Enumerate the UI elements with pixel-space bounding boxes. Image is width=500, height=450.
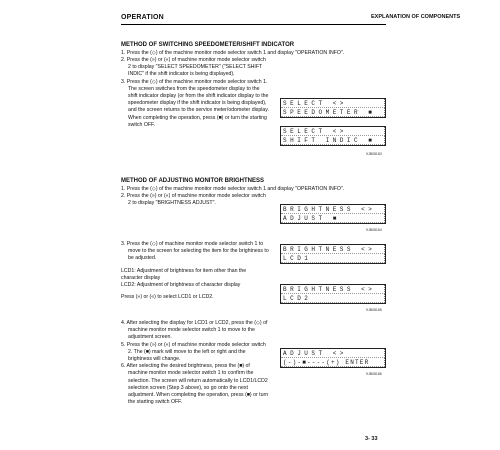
select-lcd-instruction: Press (») or («) to select LCD1 or LCD2. [121, 294, 214, 301]
lcd-row [281, 108, 385, 117]
lcd-row [281, 205, 385, 214]
lcd-row [281, 349, 385, 358]
lcd-row [281, 285, 385, 294]
section2-step2 [121, 193, 269, 207]
lcd-brightness-lcd2 [280, 284, 386, 304]
section1-steps [121, 57, 269, 129]
lcd-row [281, 127, 385, 136]
header-chapter-label: EXPLANATION OF COMPONENTS [371, 14, 461, 20]
lcd-adjust-slider [280, 348, 386, 368]
lcd-text: BRIGHTNESS <> [281, 285, 385, 294]
section2-steps-4-6 [121, 320, 269, 406]
lcd-text: ADJUST <> [281, 349, 385, 358]
lcd-row [281, 99, 385, 108]
header-section-label: OPERATION [121, 14, 164, 21]
lcd-text: LCD2 [281, 294, 385, 303]
figure-code: 9JB08186 [366, 372, 382, 376]
lcd-text: BRIGHTNESS <> [281, 245, 385, 254]
section2-step6-text: 6. After selecting the desired brightness, press the (■) of machine monitor mode selector switch 1 to confirm the selection. The screen will return automatically to LCD1/LCD2 selection screen (Step 3 above), so go onto the next adjustment. When completing the operation, press (■) or turn the starting switch OFF. [121, 363, 269, 406]
lcd-text: SPEEDOMETER ■ [281, 108, 385, 117]
lcd-text: (-)-■----(+) ENTER [281, 358, 385, 367]
section2-title: METHOD OF ADJUSTING MONITOR BRIGHTNESS [121, 178, 265, 184]
lcd-row [281, 136, 385, 145]
section1-step3-text: 3. Press the (◇) of the machine monitor mode selector switch 1. The screen switches from the speedometer display to the shift indicator display (or from the shift indicator display to the speedometer display if the shift indicator is being displayed), and the screen returns to the service meter/odometer display. When completing the operation, press (■) or turn the starting switch OFF. [121, 78, 269, 128]
section2-step5-text: 5. Press the (») or («) of machine monitor mode selector switch 2. The (■) mark will move to the left or right and the brightness will change. [121, 341, 266, 363]
lcd-row [281, 358, 385, 367]
section2-step1-text: 1. Press the (◇) of the machine monitor mode selector switch 1 and display "OPERATION INFO". [121, 186, 345, 192]
section1-title: METHOD OF SWITCHING SPEEDOMETER/SHIFT INDICATOR [121, 42, 295, 48]
section2-step3-text: 3. Press the (◇) of machine monitor mode selector switch 1 to move to the screen for selecting the item for the brightness to be adjusted. [121, 241, 269, 262]
lcd-select-speedometer [280, 98, 386, 118]
figure-code: 9JB08183 [366, 152, 382, 156]
lcd-text: SELECT <> [281, 127, 385, 136]
lcd-text: SELECT <> [281, 99, 385, 108]
lcd2-description: LCD2: Adjustment of brightness of character display [121, 282, 241, 289]
lcd-text: LCD1 [281, 254, 385, 263]
section2-step2-text: 2. Press the (») or («) of machine monitor mode selector switch 2 to display "BRIGHTNESS ADJUST". [121, 193, 266, 207]
lcd-row [281, 294, 385, 303]
section1-step1-text: 1. Press the (◇) of the machine monitor mode selector switch 1 and display "OPERATION INFO". [121, 50, 345, 56]
figure-code: 9JB08185 [366, 308, 382, 312]
lcd-row [281, 245, 385, 254]
section1-step2-text: 2. Press the (») or («) of machine monitor mode selector switch 2 to display "SELECT SPEEDOMETER" ("SELECT SHIFT INDIC" if the shift indicator is being displayed). [121, 57, 266, 78]
page-number: 3- 33 [365, 436, 378, 442]
lcd-row [281, 214, 385, 223]
lcd-brightness-lcd1 [280, 244, 386, 264]
section2-step3-block [121, 241, 269, 301]
lcd-select-shift-indic [280, 126, 386, 146]
lcd-text: BRIGHTNESS <> [281, 205, 385, 214]
lcd-text: SHIFT INDIC ■ [281, 136, 385, 145]
section2-step4-text: 4. After selecting the display for LCD1 or LCD2, press the (◇) of machine monitor mode selector switch 1 to move to the adjustment screen. [121, 320, 268, 341]
lcd1-description: LCD1: Adjustment of brightness for item other than the character display [121, 267, 247, 281]
lcd-text: ADJUST ■ [281, 214, 385, 223]
figure-code: 9JB08184 [366, 228, 382, 232]
header-rule [121, 24, 386, 25]
lcd-brightness-adjust [280, 204, 386, 224]
lcd-row [281, 254, 385, 263]
